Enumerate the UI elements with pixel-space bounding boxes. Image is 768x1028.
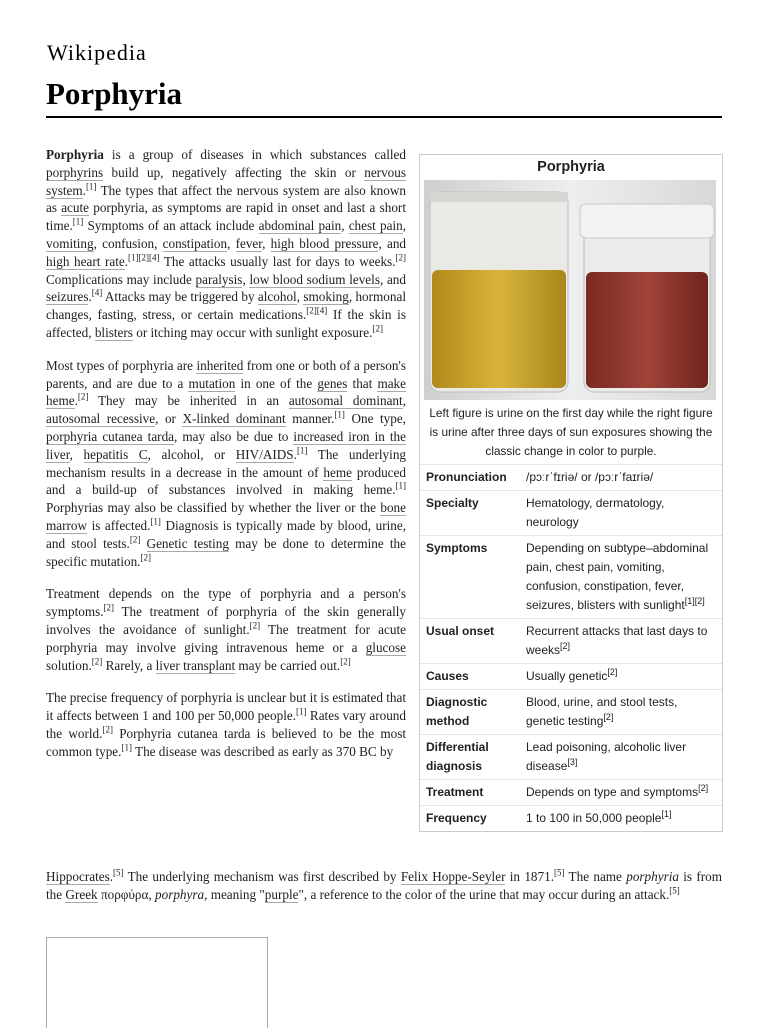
citation-ref[interactable]: [1] (72, 216, 84, 227)
infobox-label: Symptoms (426, 541, 488, 555)
article-link[interactable]: Hippocrates (46, 869, 110, 884)
urine-samples-illustration (424, 180, 716, 400)
infobox-label: Diagnostic method (426, 695, 488, 728)
article-link[interactable]: seizures (46, 289, 89, 305)
infobox-label: Causes (426, 669, 469, 683)
citation-ref[interactable]: [2] (560, 641, 571, 651)
citation-ref[interactable]: [2] (395, 252, 406, 263)
infobox-value: /pɔːrˈfɪriə/ or /pɔːrˈfaɪriə/ (526, 470, 654, 484)
citation-ref[interactable]: [1] (334, 409, 345, 420)
citation-ref[interactable]: [2] (129, 534, 141, 545)
infobox-label: Frequency (426, 811, 487, 825)
infobox-row (420, 490, 722, 535)
infobox-label: Differential diagnosis (426, 740, 489, 773)
citation-ref[interactable]: [2] (603, 712, 614, 722)
infobox-label: Pronunciation (426, 470, 507, 484)
paragraph-treatment: Treatment depends on the type of porphyria and a person's symptoms.[2] The treatment of porphyria of the skin generally involves the avoidance of sunlight.[2] The treatment for acute porphyria may involve giving intravenous heme or a glucose solution.[2] Rarely, a liver transplant may be carried out.[2] (46, 586, 406, 673)
article-link[interactable]: X-linked dominant (182, 411, 286, 427)
citation-ref[interactable]: [5] (113, 867, 124, 878)
infobox-row (420, 779, 722, 805)
citation-ref[interactable]: [2] (103, 602, 115, 613)
citation-ref[interactable]: [2] (340, 656, 351, 667)
wikipedia-logo[interactable]: Wikipedia (47, 40, 147, 65)
infobox-value: Recurrent attacks that last days to weeks[2] (526, 624, 708, 657)
article-link[interactable]: glucose (365, 639, 406, 655)
contents-box (46, 937, 268, 1028)
infobox-label: Specialty (426, 496, 479, 510)
article-link[interactable]: autosomal recessive (46, 411, 156, 427)
article-link[interactable]: high heart rate (46, 253, 125, 269)
citation-ref[interactable]: [5] (554, 867, 565, 878)
infobox-row (420, 618, 722, 663)
citation-ref[interactable]: [3] (567, 757, 578, 767)
article-body (46, 146, 406, 776)
citation-ref[interactable]: [1][2][4] (128, 252, 160, 263)
citation-ref[interactable]: [2] (102, 724, 113, 735)
article-link[interactable]: genes (317, 375, 348, 391)
citation-ref[interactable]: [2] (77, 391, 89, 402)
article-body-continued (46, 868, 722, 904)
infobox-value: Hematology, dermatology, neurology (526, 496, 665, 529)
article-link[interactable]: increased iron in the liver (46, 428, 406, 462)
urine-samples-image[interactable] (424, 180, 716, 400)
infobox-title: Porphyria (537, 159, 605, 175)
article-link[interactable]: fever (235, 235, 263, 251)
citation-ref[interactable]: [2] (249, 620, 261, 631)
article-link[interactable]: purple (264, 886, 299, 902)
paragraph-causes: Most types of porphyria are inherited from one or both of a person's parents, and are due to a mutation in one of the genes that make heme.[2] They may be inherited in an autosomal dominant, autosomal recessive, or X-linked dominant manner.[1] One type, porphyria cutanea tarda, may also be due to increased iron in the liver, hepatitis C, alcohol, or HIV/AIDS.[1] The underlying mechanism results in a decrease in the amount of heme produced and a build-up of substances involved in making heme.[1] Porphyrias may also be classified by whether the liver or the bone marrow is affected.[1] Diagnosis is typically made by blood, urine, and stool tests.[2] Genetic testing may be done to determine the specific mutation.[2] (46, 357, 407, 569)
infobox-value: 1 to 100 in 50,000 people[1] (526, 809, 672, 825)
article-link[interactable]: acute (61, 200, 90, 216)
article-link[interactable]: HIV/AIDS (235, 446, 294, 462)
article-link[interactable]: high blood pressure (270, 235, 379, 251)
paragraph-intro: Porphyria is a group of diseases in which substances called porphyrins build up, negatively affecting the skin or nervous system.[1] The types that affect the nervous system are also known as acute porphyria, as symptoms are rapid in onset and last a short time.[1] Symptoms of an attack include abdominal pain, chest pain, vomiting, confusion, constipation, fever, high blood pressure, and high heart rate.[1][2][4] The attacks usually last for days to weeks.[2] Complications may include paralysis, low blood sodium levels, and seizures.[4] Attacks may be triggered by alcohol, smoking, hormonal changes, fasting, stress, or certain medications.[2][4] If the skin is affected, blisters or itching may occur with sunlight exposure.[2] (46, 147, 407, 340)
citation-ref[interactable]: [4] (91, 287, 103, 298)
paragraph-history: Hippocrates.[5] The underlying mechanism was first described by Felix Hoppe-Seyler in 1871.[5] The name porphyria is from the Greek πορφύρα, porphyra, meaning "purple", a reference to the color of the urine that may occur during an attack.[5] (46, 867, 722, 902)
infobox-row (420, 805, 722, 831)
title-divider (46, 116, 722, 118)
article-link[interactable]: make heme (46, 375, 406, 409)
article-link[interactable]: Felix Hoppe-Seyler (400, 869, 506, 884)
citation-ref[interactable]: [2][4] (306, 305, 328, 316)
citation-ref[interactable]: [1] (296, 706, 307, 717)
article-link[interactable]: paralysis (195, 271, 243, 287)
infobox-label: Treatment (426, 785, 484, 799)
article-link[interactable]: mutation (188, 375, 236, 391)
article-link[interactable]: autosomal dominant (288, 393, 403, 409)
citation-ref[interactable]: [1] (661, 809, 672, 819)
infobox-value: Lead poisoning, alcoholic liver disease[3] (526, 740, 687, 773)
infobox-rows (420, 464, 722, 831)
infobox-label: Usual onset (426, 624, 495, 638)
italic-term: porphyria (626, 869, 679, 884)
article-link[interactable]: nervous system (46, 164, 406, 198)
article-link[interactable]: liver transplant (155, 657, 236, 673)
article-link[interactable]: heme (323, 464, 352, 480)
bold-term: Porphyria (46, 147, 104, 162)
citation-ref[interactable]: [2] (698, 783, 709, 793)
article-link[interactable]: chest pain (348, 218, 403, 234)
citation-ref[interactable]: [2] (91, 656, 103, 667)
article-link[interactable]: alcohol (257, 289, 297, 305)
infobox-value: Usually genetic[2] (526, 667, 618, 683)
citation-ref[interactable]: [2] (372, 323, 383, 334)
article-link[interactable]: low blood sodium levels (249, 271, 380, 287)
article-link[interactable]: smoking (303, 289, 349, 305)
article-link[interactable]: vomiting (46, 235, 94, 251)
paragraph-epidemiology: The precise frequency of porphyria is unclear but it is estimated that it affects between 1 and 100 per 50,000 people.[1] Rates vary around the world.[2] Porphyria cutanea tarda is believed to be the most common type.[1] The disease was described as early as 370 BC by (46, 690, 406, 759)
infobox-value: Depending on subtype–abdominal pain, chest pain, vomiting, confusion, constipation, fever, seizures, blisters with sunlight[1][2] (526, 541, 709, 612)
infobox-row (420, 535, 722, 618)
italic-term: porphyra (155, 886, 205, 902)
article-link[interactable]: blisters (94, 324, 133, 340)
infobox-caption: Left figure is urine on the first day while the right figure is urine after three days of sun exposures showing the classic change in color to purple. (429, 406, 713, 458)
citation-ref[interactable]: [1] (85, 181, 97, 192)
page-title: Porphyria (46, 76, 183, 111)
infobox-row (420, 734, 722, 779)
article-link[interactable]: porphyria cutanea tarda (46, 428, 175, 444)
article-link[interactable]: abdominal pain (258, 218, 342, 234)
citation-ref[interactable]: [1] (150, 516, 161, 527)
citation-ref[interactable]: [1] (395, 480, 406, 491)
infobox-row (420, 689, 722, 734)
citation-ref[interactable]: [1] (296, 445, 308, 456)
infobox-row (420, 663, 722, 689)
article-link[interactable]: Greek (65, 886, 98, 902)
infobox (419, 154, 723, 832)
citation-ref[interactable]: [1] (121, 742, 132, 753)
article-link[interactable]: porphyrins (46, 164, 104, 180)
citation-ref[interactable]: [2] (140, 552, 151, 563)
article-link[interactable]: constipation (162, 235, 228, 251)
infobox-value: Depends on type and symptoms[2] (526, 783, 709, 799)
article-link[interactable]: bone marrow (46, 500, 406, 533)
citation-ref[interactable]: [5] (669, 885, 680, 896)
article-link[interactable]: Genetic testing (146, 535, 229, 551)
infobox-value: Blood, urine, and stool tests, genetic testing[2] (526, 695, 678, 728)
article-link[interactable]: hepatitis C (83, 446, 148, 462)
article-link[interactable]: inherited (196, 357, 244, 373)
infobox-row (420, 464, 722, 490)
citation-ref[interactable]: [1][2] (684, 596, 705, 606)
citation-ref[interactable]: [2] (607, 667, 618, 677)
